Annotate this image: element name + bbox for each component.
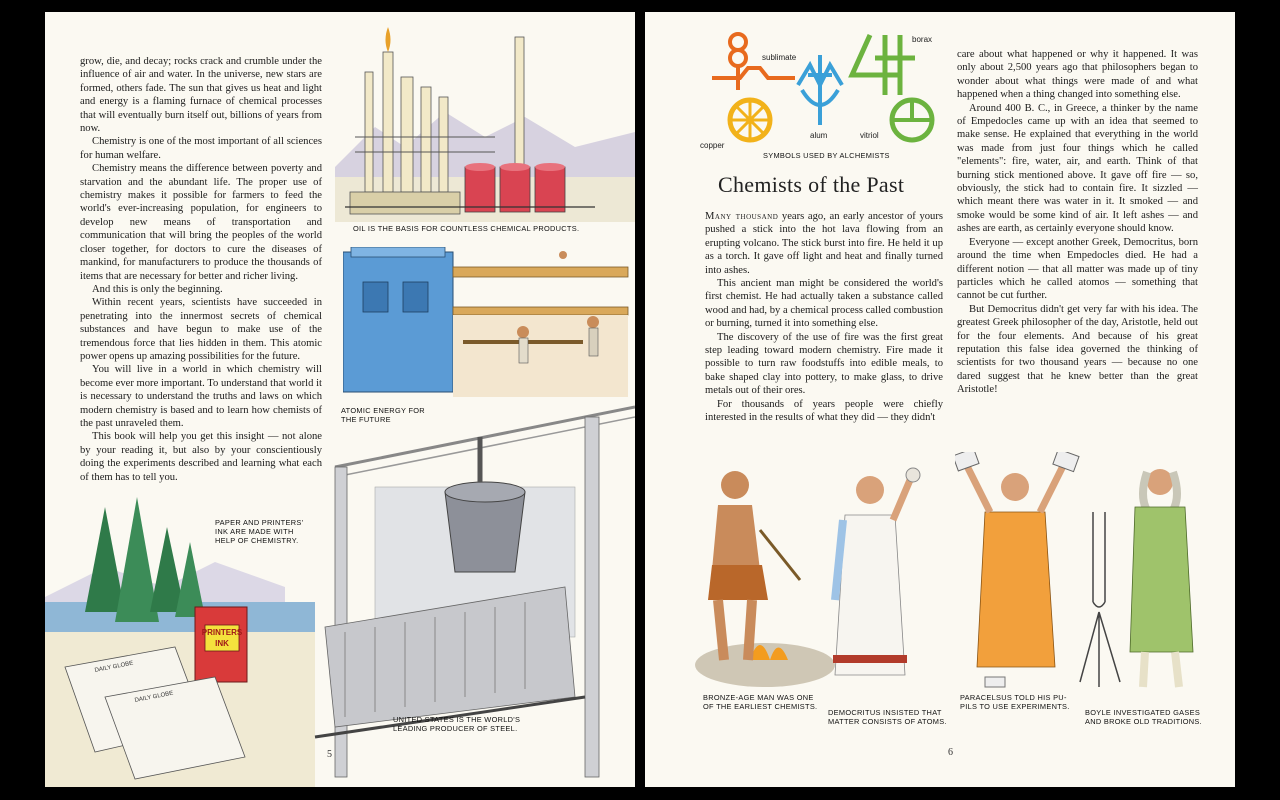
oil-refinery-illustration bbox=[335, 17, 635, 222]
paragraph: grow, die, and decay; rocks crack and crumble under the influence of air and water. In the universe, new stars are formed, others fade. The sun that gives us heat and light and energy is a flaming furnace of chemical processes that will eventually burn itself out, billions of years from now. bbox=[80, 56, 322, 135]
boyle-illustration bbox=[1075, 452, 1205, 702]
paracelsus-caption bbox=[960, 693, 1070, 711]
caption-line: MATTER CONSISTS OF ATOMS. bbox=[828, 717, 947, 726]
alchemy-label: copper bbox=[700, 141, 725, 150]
bronze-caption bbox=[703, 693, 817, 711]
paracelsus-illustration bbox=[955, 452, 1085, 697]
alchemy-caption: SYMBOLS USED BY ALCHEMISTS bbox=[763, 151, 890, 160]
paragraph: Chemistry is one of the most important of all sciences for human welfare. bbox=[80, 136, 322, 161]
page-number: 6 bbox=[948, 747, 953, 758]
copper-icon bbox=[730, 100, 770, 140]
caption-line: PAPER AND PRINTERS' bbox=[215, 518, 304, 527]
caption-line: THE FUTURE bbox=[341, 415, 391, 424]
paragraph: But Democritus didn't get very far with his idea. The greatest Greek philosopher of the day, Aristotle, held out for the four elements. And because of his great reputation this false idea governed the thinking of scientists for two thousand years — because no one dared suggest that he knew better than the great Aristotle! bbox=[957, 303, 1198, 396]
steel-caption bbox=[393, 715, 520, 733]
page-number: 5 bbox=[327, 749, 332, 760]
newspaper-title: DAILY GLOBE bbox=[134, 690, 174, 704]
right-column-1 bbox=[705, 210, 943, 425]
paragraph: Everyone — except another Greek, Democritus, born around the time when Empedocles died. He had a different notion — that all matter was made up of tiny particles which he called atomos — something that cannot be cut further. bbox=[957, 236, 1198, 302]
paragraph: You will live in a world in which chemistry will become ever more important. To understand that world it is necessary to understand the truths and laws on which modern chemistry is based and to learn how chemists of the past unraveled them. bbox=[80, 364, 322, 429]
democritus-caption bbox=[828, 708, 947, 726]
caption-line: DEMOCRITUS INSISTED THAT bbox=[828, 708, 942, 717]
left-page bbox=[45, 12, 635, 787]
paragraph: This ancient man might be considered the world's first chemist. He had actually taken a substance called wood and had, by a chemical process called combustion or burning, turned it into something else. bbox=[705, 278, 943, 330]
caption-line: BRONZE-AGE MAN WAS ONE bbox=[703, 693, 814, 702]
caption-line: PILS TO USE EXPERIMENTS. bbox=[960, 702, 1070, 711]
paper-caption bbox=[215, 518, 303, 545]
right-column-2 bbox=[957, 48, 1198, 397]
paragraph: Around 400 B. C., in Greece, a thinker by the name of Empedocles came up with an idea that seemed to make sense. He explained that everything in the world was made from just four things which he called "elements": fire, water, air, and earth. Think of that burning stick mentioned above. It gave off fire — so, obviously, the stick had to contain fire. It sizzled — which meant there was water in it. It smoked — and smoke would be some kind of air. It left ashes — and ashes are earth, as certainly everyone should know. bbox=[957, 102, 1198, 235]
boyle-caption bbox=[1085, 708, 1202, 726]
alchemy-label: vitriol bbox=[860, 131, 879, 140]
newspaper-title: DAILY GLOBE bbox=[94, 660, 134, 674]
paragraph: Chemistry means the difference between poverty and starvation and the abundant life. The proper use of chemistry makes it possible for farmers to feed the world's ever-increasing population, for engineers to develop new means of transportation and communication that will bring the peoples of the world closer together, for doctors to cure the diseases of mankind, for manufacturers to produce the thousands of items that are necessary for better and richer living. bbox=[80, 163, 322, 282]
caption-line: UNITED STATES IS THE WORLD'S bbox=[393, 715, 521, 724]
alchemy-label: borax bbox=[912, 35, 933, 44]
caption-line: OF THE EARLIEST CHEMISTS. bbox=[703, 702, 818, 711]
paragraph bbox=[705, 210, 943, 277]
caption-line: ATOMIC ENERGY FOR bbox=[341, 406, 425, 415]
lead-caps: Many thousand bbox=[705, 211, 779, 222]
democritus-illustration bbox=[815, 460, 935, 700]
vitriol-icon bbox=[892, 100, 932, 140]
caption-line: INK ARE MADE WITH bbox=[215, 527, 294, 536]
sublimate-icon bbox=[712, 34, 795, 90]
atomic-plant-illustration bbox=[343, 247, 633, 397]
paragraph: care about what happened or why it happened. It was only about 2,500 years ago that philosophers began to wonder about what things were made of and what happened when a thing changed into something else. bbox=[957, 49, 1198, 101]
paragraph: For thousands of years people were chiefly interested in the results of what they did — they didn't bbox=[705, 398, 943, 424]
alchemist-symbols bbox=[700, 30, 950, 155]
alum-icon bbox=[798, 55, 842, 125]
page-heading: Chemists of the Past bbox=[718, 172, 905, 197]
paragraph-text: years ago, an early ancestor of yours pushed a stick into the hot lava flowing from an erupting volcano. The stick burst into fire. He held it up as a torch. It gave off light and heat and finally turned into ashes. bbox=[705, 211, 943, 276]
can-label-line: INK bbox=[215, 639, 229, 648]
alchemy-label: sublimate bbox=[762, 53, 797, 62]
caption-line: HELP OF CHEMISTRY. bbox=[215, 536, 299, 545]
alchemy-label: alum bbox=[810, 131, 828, 140]
paragraph: This book will help you get this insight — not alone by your reading it, but also by your conscientiously doing the experiments described and learning what each of them has to tell you. bbox=[80, 431, 322, 483]
paragraph: And this is only the beginning. bbox=[92, 283, 223, 295]
borax-icon bbox=[852, 35, 915, 95]
caption-line: PARACELSUS TOLD HIS PU- bbox=[960, 693, 1067, 702]
paragraph: The discovery of the use of fire was the first great step leading toward modern chemistry. Fire made it possible to turn raw foodstuffs into edible meals, to bake shaped clay into pottery, to make glass, to drive metals out of their ores. bbox=[705, 331, 943, 397]
caption-line: BOYLE INVESTIGATED GASES bbox=[1085, 708, 1201, 717]
can-label-line: PRINTERS bbox=[201, 628, 243, 637]
paragraph: Within recent years, scientists have succeeded in penetrating into the innermost secrets of chemical substances and have begun to make use of the tremendous force that lies hidden in them. This atomic power opens up amazing possibilities for the future. bbox=[80, 297, 322, 362]
caption-line: AND BROKE OLD TRADITIONS. bbox=[1085, 717, 1203, 726]
oil-caption: OIL IS THE BASIS FOR COUNTLESS CHEMICAL PRODUCTS. bbox=[353, 224, 580, 233]
caption-line: LEADING PRODUCER OF STEEL. bbox=[393, 724, 518, 733]
right-page bbox=[645, 12, 1235, 787]
steel-mill-illustration bbox=[45, 397, 635, 787]
